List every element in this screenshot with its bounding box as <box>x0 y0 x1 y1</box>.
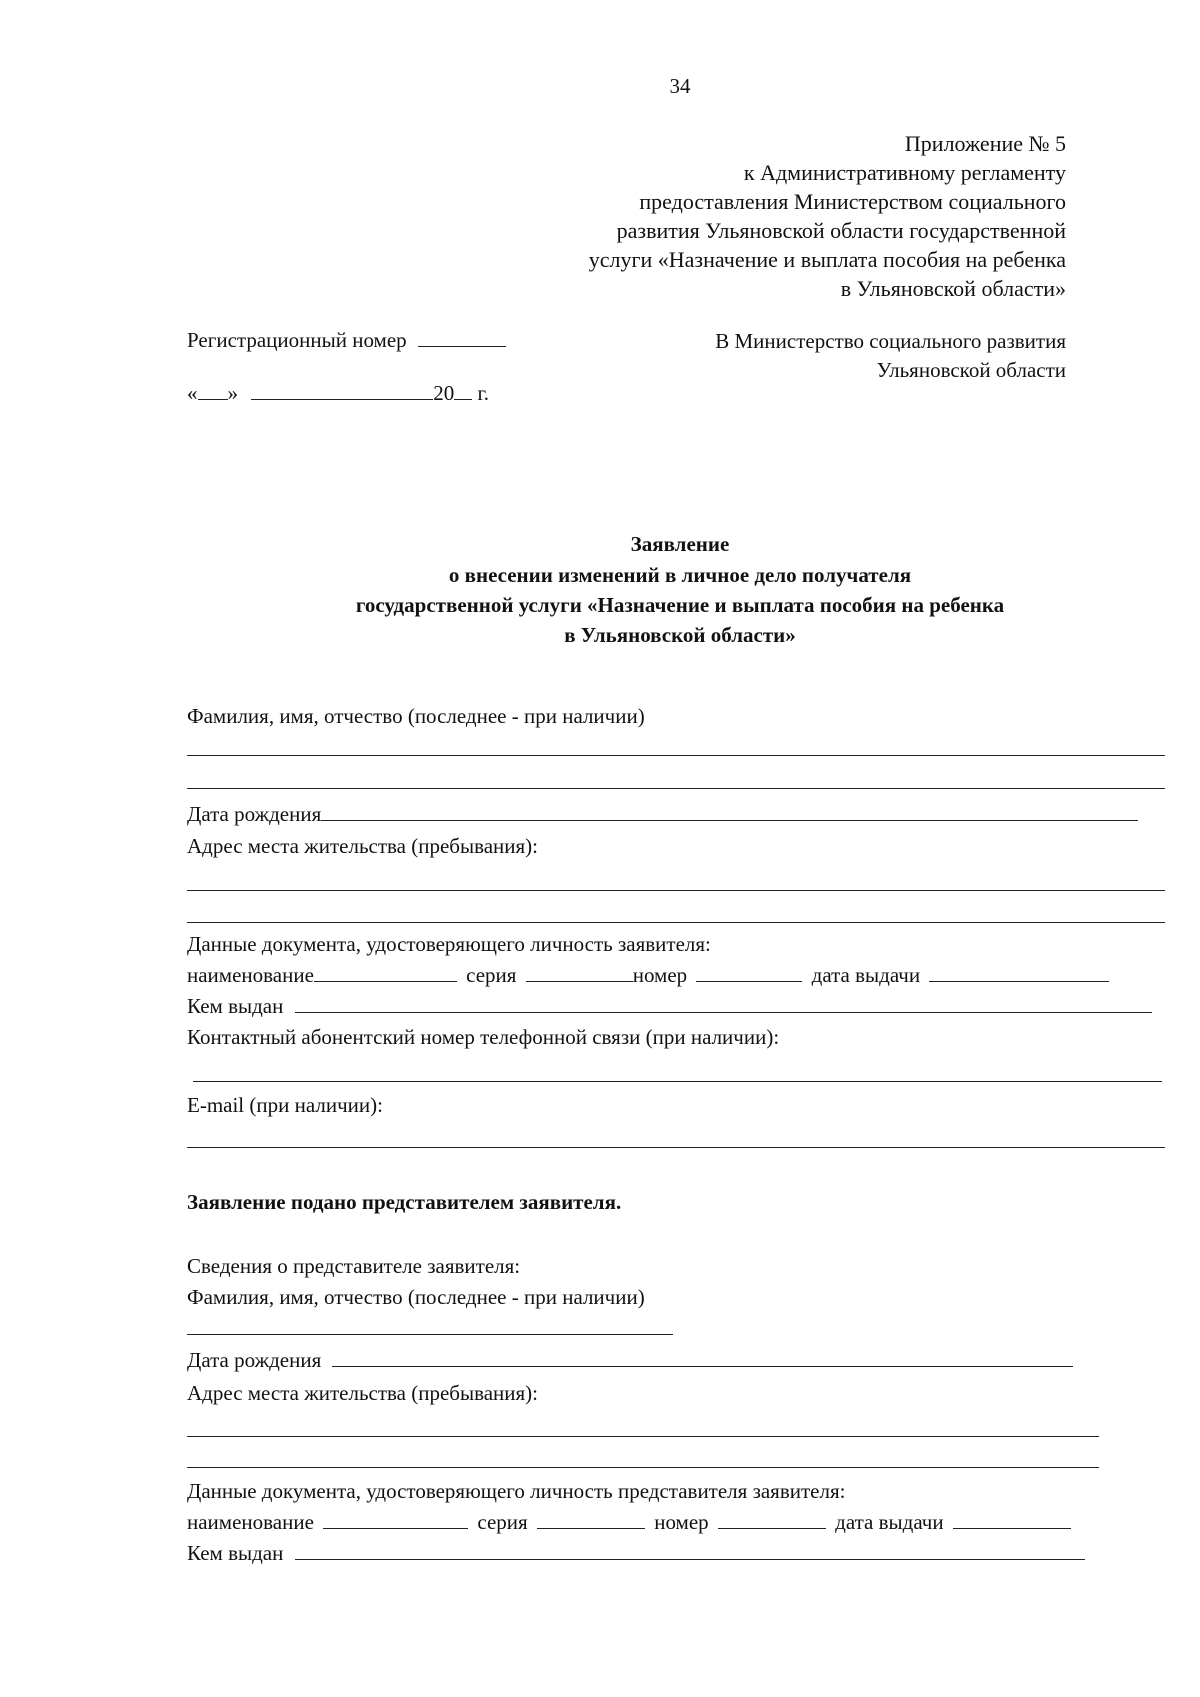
annex-line: предоставления Министерством социального <box>639 189 1066 214</box>
representative-doc-name-label: наименование <box>187 1510 314 1534</box>
representative-fio-field[interactable] <box>187 1334 673 1335</box>
annex-line: развития Ульяновской области государственной <box>616 218 1066 243</box>
representative-doc-name-field[interactable] <box>323 1528 468 1529</box>
representative-birth-label: Дата рождения <box>187 1348 322 1372</box>
applicant-doc-number-field[interactable] <box>696 981 802 982</box>
representative-doc-series-label: серия <box>477 1510 528 1534</box>
registration-number-label: Регистрационный номер <box>187 328 407 352</box>
applicant-address-label: Адрес места жительства (пребывания): <box>187 834 539 858</box>
applicant-issued-label: Кем выдан <box>187 994 284 1018</box>
applicant-doc-series-label: серия <box>466 963 517 987</box>
applicant-doc-label: Данные документа, удостоверяющего личность заявителя: <box>187 932 711 956</box>
applicant-doc-row <box>187 965 1109 986</box>
applicant-phone-label: Контактный абонентский номер телефонной связи (при наличии): <box>187 1025 780 1049</box>
date-year-prefix: 20 <box>433 381 455 405</box>
applicant-doc-series-field[interactable] <box>526 981 633 982</box>
date-month-field[interactable] <box>251 399 433 400</box>
applicant-fio-label: Фамилия, имя, отчество (последнее - при наличии) <box>187 704 645 728</box>
addressee-line: Ульяновской области <box>876 358 1066 382</box>
date-open-quote: « <box>187 381 198 405</box>
date-close-quote: » <box>227 381 238 405</box>
annex-line: к Административному регламенту <box>743 160 1066 185</box>
heading-line: о внесении изменений в личное дело получателя <box>448 563 912 587</box>
representative-fio-label: Фамилия, имя, отчество (последнее - при наличии) <box>187 1285 645 1309</box>
representative-address-label: Адрес места жительства (пребывания): <box>187 1381 539 1405</box>
applicant-doc-name-label: наименование <box>187 963 314 987</box>
applicant-email-field[interactable] <box>187 1147 1165 1148</box>
representative-doc-row <box>187 1512 1071 1533</box>
applicant-doc-date-label: дата выдачи <box>811 963 921 987</box>
applicant-birth-row <box>187 804 1138 825</box>
applicant-address-field[interactable] <box>187 890 1165 891</box>
representative-address-field[interactable] <box>187 1436 1099 1437</box>
date-year-field[interactable] <box>454 399 472 400</box>
representative-issued-field[interactable] <box>295 1559 1085 1560</box>
page-number: 34 <box>669 74 691 98</box>
representative-doc-series-field[interactable] <box>537 1528 645 1529</box>
applicant-birth-label: Дата рождения <box>187 802 322 826</box>
applicant-doc-date-field[interactable] <box>929 981 1109 982</box>
representative-submitted-label: Заявление подано представителем заявителя. <box>187 1190 622 1214</box>
representative-birth-row <box>187 1350 1073 1371</box>
heading-title: Заявление <box>630 532 730 556</box>
applicant-doc-number-label: номер <box>632 963 688 987</box>
applicant-birth-field[interactable] <box>321 820 1138 821</box>
annex-line: в Ульяновской области» <box>840 276 1066 301</box>
applicant-issued-field[interactable] <box>295 1012 1152 1013</box>
heading-line: в Ульяновской области» <box>564 623 796 647</box>
addressee-line: В Министерство социального развития <box>715 329 1066 353</box>
applicant-email-label: E-mail (при наличии): <box>187 1093 383 1117</box>
date-year-suffix: г. <box>477 381 489 405</box>
applicant-doc-name-field[interactable] <box>314 981 457 982</box>
representative-doc-number-field[interactable] <box>718 1528 826 1529</box>
registration-date-row <box>187 383 489 404</box>
annex-title: Приложение № 5 <box>904 131 1066 156</box>
registration-number-field[interactable] <box>418 346 506 347</box>
representative-issued-label: Кем выдан <box>187 1541 284 1565</box>
applicant-fio-field[interactable] <box>187 755 1165 756</box>
heading-line: государственной услуги «Назначение и выплата пособия на ребенка <box>355 593 1005 617</box>
applicant-fio-field[interactable] <box>187 788 1165 789</box>
representative-doc-date-label: дата выдачи <box>835 1510 944 1534</box>
applicant-phone-field[interactable] <box>193 1081 1162 1082</box>
representative-address-field[interactable] <box>187 1467 1099 1468</box>
representative-doc-number-label: номер <box>654 1510 709 1534</box>
representative-doc-label: Данные документа, удостоверяющего личность представителя заявителя: <box>187 1479 846 1503</box>
date-day-field[interactable] <box>198 399 228 400</box>
representative-birth-field[interactable] <box>332 1366 1073 1367</box>
representative-issued-row <box>187 1543 1085 1564</box>
annex-line: услуги «Назначение и выплата пособия на ребенка <box>588 247 1066 272</box>
applicant-address-field[interactable] <box>187 922 1165 923</box>
applicant-issued-row <box>187 996 1152 1017</box>
representative-doc-date-field[interactable] <box>953 1528 1071 1529</box>
registration-number-row <box>187 330 506 351</box>
representative-info-label: Сведения о представителе заявителя: <box>187 1254 521 1278</box>
